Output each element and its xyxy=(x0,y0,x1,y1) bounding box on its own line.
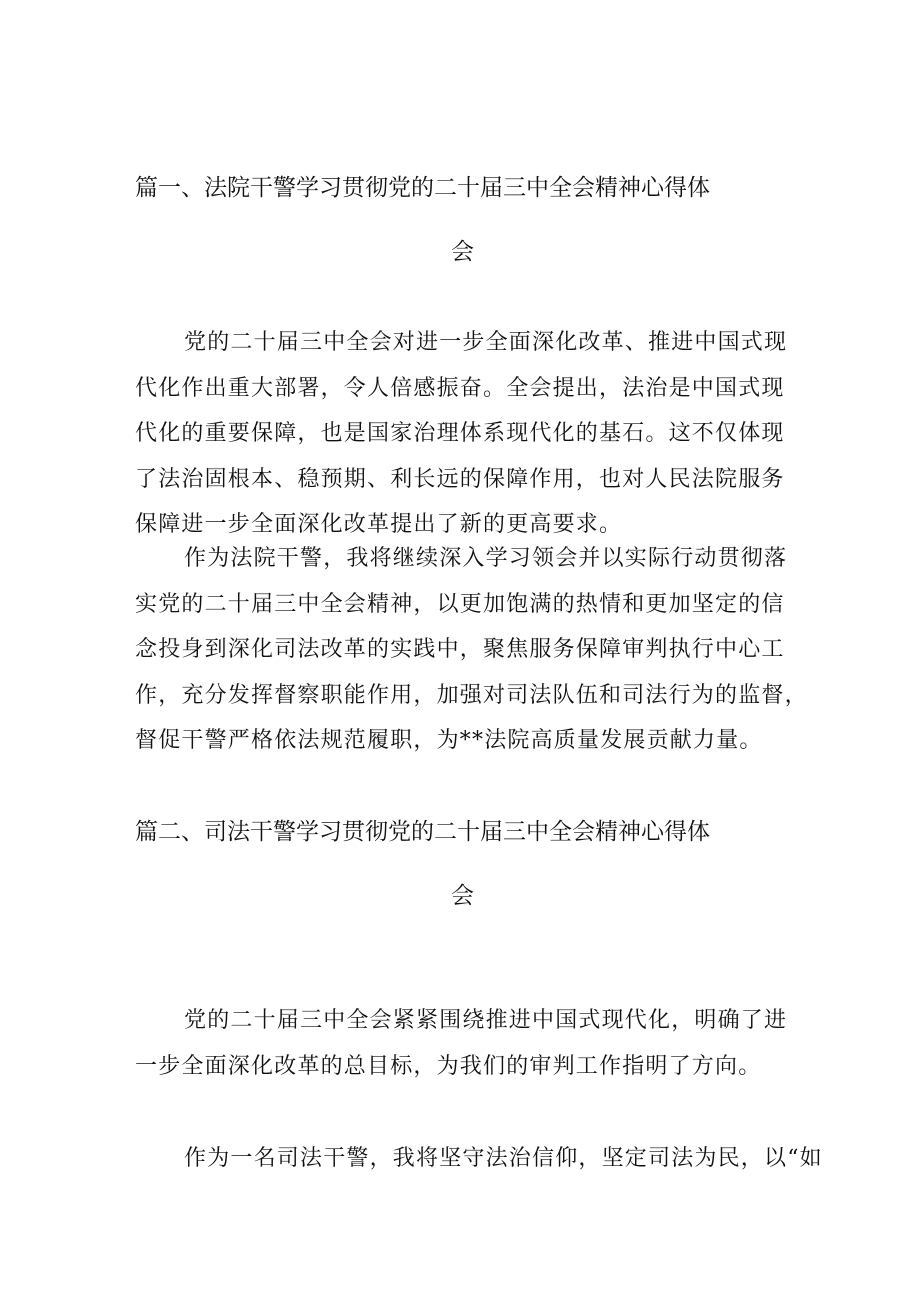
section-heading xyxy=(135,156,795,284)
paragraph-line: 代化的重要保障，也是国家治理体系现代化的基石。这不仅体现 xyxy=(135,421,785,446)
paragraph-line: 代化作出重大部署，令人倍感振奋。全会提出，法治是中国式现 xyxy=(135,375,785,401)
paragraph-line: 作为法院干警，我将继续深入学习领会并以实际行动贯彻落 xyxy=(184,546,788,571)
paragraph-line: 作为一名司法干警，我将坚守法治信仰，坚定司法为民，以“如 xyxy=(184,1146,823,1171)
paragraph-line: 党的二十届三中全会对进一步全面深化改革、推进中国式现 xyxy=(184,330,788,355)
paragraph xyxy=(135,536,808,764)
paragraph xyxy=(135,998,795,1089)
paragraph-line: 一步全面深化改革的总目标，为我们的审判工作指明了方向。 xyxy=(135,1053,762,1079)
paragraph-line: 实党的二十届三中全会精神，以更加饱满的热情和更加坚定的信 xyxy=(135,591,785,617)
paragraph-line: 党的二十届三中全会紧紧围绕推进中国式现代化，明确了进 xyxy=(184,1008,788,1033)
heading-line: 篇二、司法干警学习贯彻党的二十届三中全会精神心得体 xyxy=(135,819,710,845)
heading-line: 会 xyxy=(451,883,474,909)
section-heading xyxy=(135,800,795,928)
paragraph-line: 了法治固根本、稳预期、利长远的保障作用，也对人民法院服务 xyxy=(135,466,785,492)
paragraph xyxy=(135,1136,823,1182)
paragraph xyxy=(135,320,795,548)
paragraph-line: 保障进一步全面深化改革提出了新的更高要求。 xyxy=(135,512,623,537)
paragraph-line: 念投身到深化司法改革的实践中，聚焦服务保障审判执行中心工 xyxy=(135,637,785,662)
heading-line: 会 xyxy=(451,239,474,265)
paragraph-line: 督促干警严格依法规范履职，为**法院高质量发展贡献力量。 xyxy=(135,728,763,753)
heading-line: 篇一、法院干警学习贯彻党的二十届三中全会精神心得体 xyxy=(135,175,710,201)
paragraph-line: 作，充分发挥督察职能作用，加强对司法队伍和司法行为的监督， xyxy=(135,682,808,708)
